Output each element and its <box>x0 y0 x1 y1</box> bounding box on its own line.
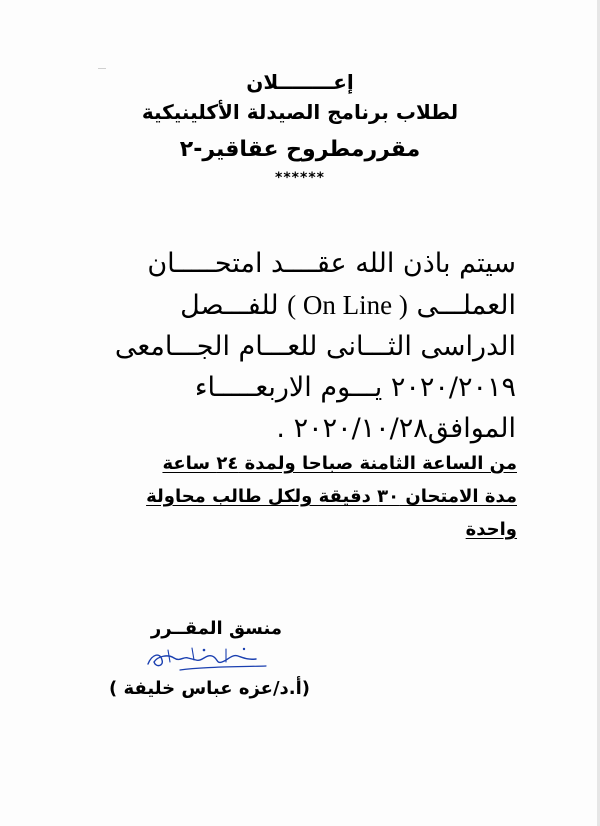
body-line-2-semester: للفـــصل <box>180 290 279 321</box>
body-line-2-practical: العملـــى <box>416 290 516 321</box>
body-line-4: ٢٠٢٠/٢٠١٩ يـــوم الاربعـــــاء <box>194 372 516 403</box>
separator-stars: ****** <box>275 170 325 186</box>
announcement-title: إعــــــــلان <box>246 70 354 94</box>
audience-line: لطلاب برنامج الصيدلة الأكلينيكية <box>141 100 459 124</box>
body-line-3: الدراسى الثـــانى للعـــام الجـــامعى <box>114 331 516 362</box>
course-line: مقررمطروح عقاقير-٢ <box>179 137 421 162</box>
body-line-5: الموافق٢٠٢٠/١٠/٢٨ . <box>276 413 516 444</box>
detail-line-3: واحدة <box>465 519 517 540</box>
coordinator-name: (أ.د/عزه عباس خليفة ) <box>109 678 310 699</box>
coordinator-title: منسق المقــرر <box>150 618 282 639</box>
online-label: ( On Line ) <box>287 290 408 320</box>
detail-line-2: مدة الامتحان ٣٠ دقيقة ولكل طالب محاولة <box>146 486 517 507</box>
handwritten-signature <box>140 640 270 678</box>
scan-speck <box>98 68 106 69</box>
body-line-1: سيتم باذن الله عقــــد امتحـــــان <box>147 248 516 279</box>
detail-line-1: من الساعة الثامنة صباحا ولمدة ٢٤ ساعة <box>162 453 517 474</box>
body-line-2 <box>96 288 516 323</box>
